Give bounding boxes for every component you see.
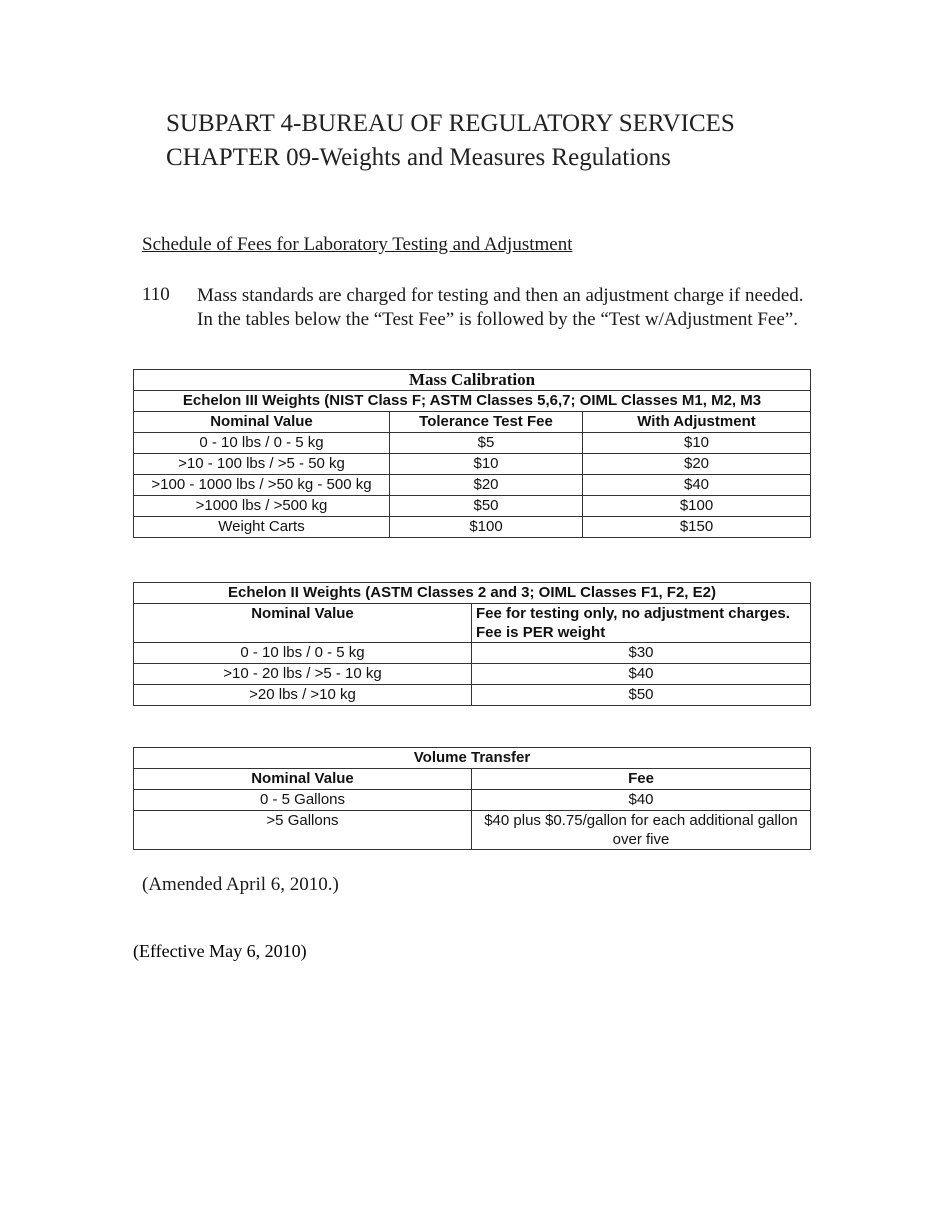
- column-header: Nominal Value: [134, 604, 472, 643]
- table-title: Mass Calibration: [134, 370, 811, 391]
- page-heading: [166, 107, 735, 175]
- table-row: [134, 811, 811, 850]
- table-cell: 0 - 10 lbs / 0 - 5 kg: [134, 643, 472, 664]
- volume-transfer-table: [133, 747, 811, 850]
- table-cell-line: $40 plus $0.75/gallon for each additional gallon: [484, 812, 798, 829]
- table-row: [134, 475, 811, 496]
- effective-note: (Effective May 6, 2010): [133, 941, 307, 961]
- table-row: [134, 517, 811, 538]
- table-cell: 0 - 5 Gallons: [134, 790, 472, 811]
- table-cell: >1000 lbs / >500 kg: [134, 496, 390, 517]
- table-row: [134, 643, 811, 664]
- table-row: [134, 454, 811, 475]
- table-cell: >10 - 100 lbs / >5 - 50 kg: [134, 454, 390, 475]
- section-text: [197, 284, 804, 332]
- column-header-line: Fee is PER weight: [476, 624, 606, 641]
- column-header: Tolerance Test Fee: [390, 412, 583, 433]
- amended-note: (Amended April 6, 2010.): [142, 874, 339, 895]
- table-cell: >10 - 20 lbs / >5 - 10 kg: [134, 664, 472, 685]
- table-title: Volume Transfer: [134, 748, 811, 769]
- table-title: Echelon II Weights (ASTM Classes 2 and 3; OIML Classes F1, F2, E2): [134, 583, 811, 604]
- section-text-line-1: Mass standards are charged for testing and then an adjustment charge if needed.: [197, 285, 804, 306]
- table-cell: $20: [390, 475, 583, 496]
- column-header: Nominal Value: [134, 412, 390, 433]
- column-header: [472, 604, 811, 643]
- table-cell: $50: [390, 496, 583, 517]
- column-header-line: Fee for testing only, no adjustment charges.: [476, 605, 790, 622]
- column-header: With Adjustment: [583, 412, 811, 433]
- table-row: [134, 433, 811, 454]
- table-cell: $40: [472, 790, 811, 811]
- table-cell: [472, 811, 811, 850]
- table-row: [134, 496, 811, 517]
- table-cell: $5: [390, 433, 583, 454]
- table-cell: $40: [472, 664, 811, 685]
- heading-chapter: CHAPTER 09-Weights and Measures Regulations: [166, 144, 671, 171]
- table-cell: $100: [583, 496, 811, 517]
- table-cell: $10: [390, 454, 583, 475]
- table-cell: $10: [583, 433, 811, 454]
- table-row: [134, 664, 811, 685]
- table-row: [134, 790, 811, 811]
- table-cell: $150: [583, 517, 811, 538]
- section-number: 110: [142, 284, 170, 305]
- table-row: [134, 685, 811, 706]
- column-header: Nominal Value: [134, 769, 472, 790]
- echelon-ii-table: [133, 582, 811, 706]
- table-cell: $20: [583, 454, 811, 475]
- table-cell: Weight Carts: [134, 517, 390, 538]
- table-cell: >20 lbs / >10 kg: [134, 685, 472, 706]
- mass-calibration-table: [133, 369, 811, 538]
- table-cell: >5 Gallons: [134, 811, 472, 850]
- table-cell: $40: [583, 475, 811, 496]
- table-cell: $50: [472, 685, 811, 706]
- table-cell: 0 - 10 lbs / 0 - 5 kg: [134, 433, 390, 454]
- heading-subpart: SUBPART 4-BUREAU OF REGULATORY SERVICES: [166, 110, 735, 137]
- schedule-title: Schedule of Fees for Laboratory Testing and Adjustment: [142, 234, 573, 255]
- table-cell: >100 - 1000 lbs / >50 kg - 500 kg: [134, 475, 390, 496]
- table-cell: $30: [472, 643, 811, 664]
- table-cell: $100: [390, 517, 583, 538]
- table-cell-line: over five: [612, 831, 670, 848]
- section-text-line-2: In the tables below the “Test Fee” is followed by the “Test w/Adjustment Fee”.: [197, 309, 798, 330]
- column-header: Fee: [472, 769, 811, 790]
- table-subtitle: Echelon III Weights (NIST Class F; ASTM Classes 5,6,7; OIML Classes M1, M2, M3: [134, 391, 811, 412]
